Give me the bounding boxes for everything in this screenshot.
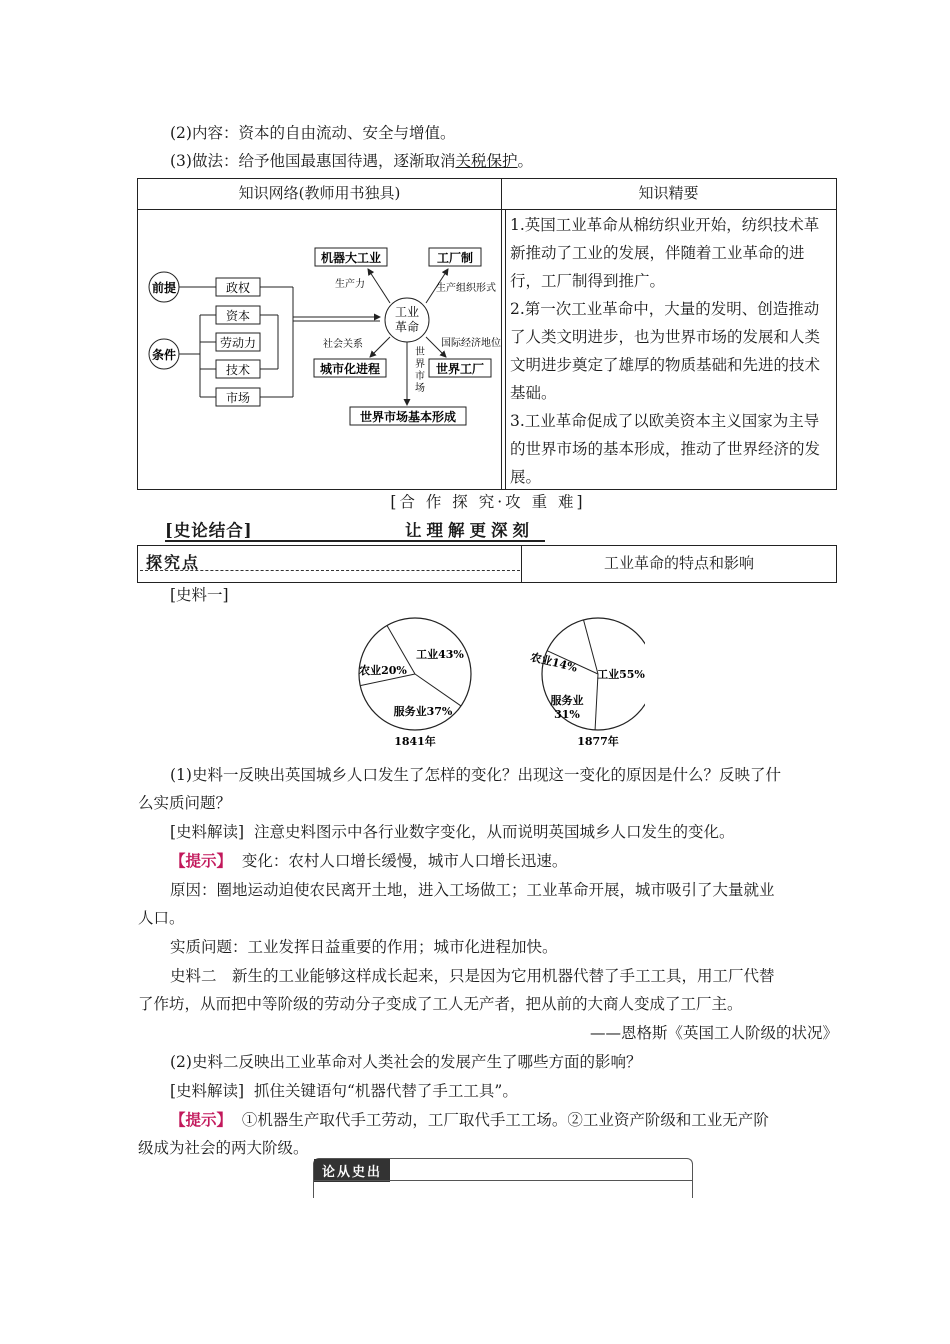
- knowledge-essence-header: 知识精要: [501, 179, 836, 210]
- core-label-2: 革命: [394, 320, 420, 334]
- world-market-v3: 市: [415, 371, 425, 382]
- intl-status-label: 国际经济地位: [441, 338, 501, 349]
- method-end: 。: [517, 152, 534, 170]
- q1-essence: 实质问题：工业发挥日益重要的作用；城市化进程加快。: [170, 938, 558, 956]
- world-market-v4: 场: [415, 383, 425, 394]
- capital-label: 资本: [225, 309, 251, 323]
- coop-caption: [合 作 探 究·攻 重 难]: [390, 493, 586, 511]
- q2-hint-text: ①机器生产取代手工劳动，工厂取代手工工场。②工业资产阶级和工业无产阶: [241, 1111, 769, 1129]
- pie-charts: [345, 612, 645, 752]
- q1-line1: (1)史料一反映出英国城乡人口发生了怎样的变化？出现这一变化的原因是什么？反映了什: [170, 766, 781, 784]
- lun-tag: 论从史出: [314, 1159, 390, 1182]
- q1-read-label: [史料解读]: [170, 823, 245, 841]
- column-divider: [501, 209, 502, 490]
- content-label: (2)内容：: [170, 124, 239, 142]
- q2-read-text: 抓住关键语句“机器代替了手工工具”。: [253, 1082, 518, 1100]
- column-divider-2: [505, 209, 506, 490]
- q2-hint-line2: 级成为社会的两大阶级。: [138, 1139, 309, 1157]
- section-rule: [165, 540, 545, 542]
- lun-rule: [314, 1180, 692, 1181]
- q2-read-label: [史料解读]: [170, 1082, 245, 1100]
- q1-read-line: [138, 819, 870, 845]
- lun-box: [313, 1158, 693, 1198]
- regime-label: 政权: [225, 281, 251, 295]
- q2-read-line: [138, 1078, 870, 1104]
- material1-label: [史料一]: [170, 586, 229, 604]
- explore-topic: 工业革命的特点和影响: [603, 554, 754, 572]
- knowledge-network-diagram: [138, 209, 501, 490]
- productivity-label: 生产力: [335, 279, 365, 290]
- premise-label: 前提: [151, 281, 177, 295]
- q1-hint-text: 变化：农村人口增长缓慢，城市人口增长迅速。: [241, 852, 568, 870]
- material2-source: ——恩格斯《英国工人阶级的状况》: [589, 1024, 838, 1042]
- section-title: [史论结合]: [165, 521, 253, 540]
- world-market-v1: 世: [415, 347, 425, 358]
- pie-1877-title: 1877年: [577, 735, 619, 748]
- knowledge-table: [137, 178, 837, 490]
- q2-hint-line: [138, 1107, 870, 1133]
- pie-1841-title: 1841年: [394, 735, 436, 748]
- section-subtitle: 让理解更深刻: [405, 521, 534, 540]
- factory-label: 工厂制: [436, 251, 474, 265]
- knowledge-network-header: 知识网络(教师用书独具): [138, 179, 502, 210]
- tech-label: 技术: [225, 363, 251, 377]
- world-market-v2: 界: [415, 359, 425, 370]
- pie-1877-label-service-b: 31%: [554, 708, 580, 721]
- knowledge-point-1: 1.英国工业革命从棉纺织业开始，纺织技术革新推动了工业的发展，伴随着工业革命的进行，工厂制得到推广。: [510, 216, 820, 290]
- knowledge-points: [510, 211, 830, 491]
- world-market-label: 世界市场基本形成: [359, 410, 457, 424]
- q2-line1: (2)史料二反映出工业革命对人类社会的发展产生了哪些方面的影响？: [170, 1053, 642, 1071]
- content-text: 资本的自由流动、安全与增值。: [238, 124, 456, 142]
- material2-line2: 了作坊，从而把中等阶级的劳动分子变成了工人无产者，把从前的大商人变成了工厂主。: [138, 995, 743, 1013]
- machine-label: 机器大工业: [320, 251, 382, 265]
- section-bar: [165, 517, 545, 541]
- q1-hint-label: 【提示】: [170, 851, 233, 870]
- method-underlined: 关税保护: [455, 152, 518, 170]
- method-line: [138, 148, 870, 174]
- pie-1841-label-agri: 农业20%: [359, 664, 407, 677]
- q1-line2: 么实质问题？: [138, 794, 232, 812]
- social-rel-label: 社会关系: [323, 339, 363, 350]
- org-form-label: 生产组织形式: [436, 283, 496, 294]
- pie-1841-label-industry: 工业43%: [416, 648, 464, 661]
- pie-1877-label-service-a: 服务业: [550, 694, 584, 707]
- q2-hint-label: 【提示】: [170, 1110, 233, 1129]
- q1-hint-line: [138, 848, 870, 874]
- labor-label: 劳动力: [219, 336, 257, 350]
- pie-1841-label-service: 服务业37%: [393, 705, 453, 718]
- explore-box: [137, 545, 837, 583]
- explore-label: 探究点: [146, 553, 201, 572]
- q1-reason-line1: 原因：圈地运动迫使农民离开土地，进入工场做工；工业革命开展，城市吸引了大量就业: [170, 881, 775, 899]
- condition-label: 条件: [151, 348, 177, 362]
- content-line: [138, 120, 870, 146]
- explore-dash: [140, 570, 520, 571]
- material2-line1: 史料二 新生的工业能够这样成长起来，只是因为它用机器代替了手工工具，用工厂代替: [170, 967, 775, 985]
- core-label-1: 工业: [394, 305, 420, 319]
- q1-reason-line2: 人口。: [138, 909, 185, 927]
- q1-read-text: 注意史料图示中各行业数字变化，从而说明英国城乡人口发生的变化。: [253, 823, 735, 841]
- market-label: 市场: [225, 391, 251, 405]
- pie-1877-label-agri: 农业14%: [529, 650, 579, 675]
- knowledge-point-2: 2.第一次工业革命中，大量的发明、创造推动了人类文明进步，也为世界市场的发展和人类文明进步奠定了雄厚的物质基础和先进的技术基础。: [510, 300, 821, 402]
- method-label: (3)做法：: [170, 152, 239, 170]
- urban-label: 城市化进程: [319, 362, 381, 376]
- world-factory-label: 世界工厂: [435, 362, 485, 376]
- pie-1877-label-industry: 工业55%: [597, 668, 645, 681]
- knowledge-point-3: 3.工业革命促成了以欧美资本主义国家为主导的世界市场的基本形成，推动了世界经济的发展。: [510, 412, 821, 486]
- method-text: 给予他国最惠国待遇，逐渐取消: [238, 152, 456, 170]
